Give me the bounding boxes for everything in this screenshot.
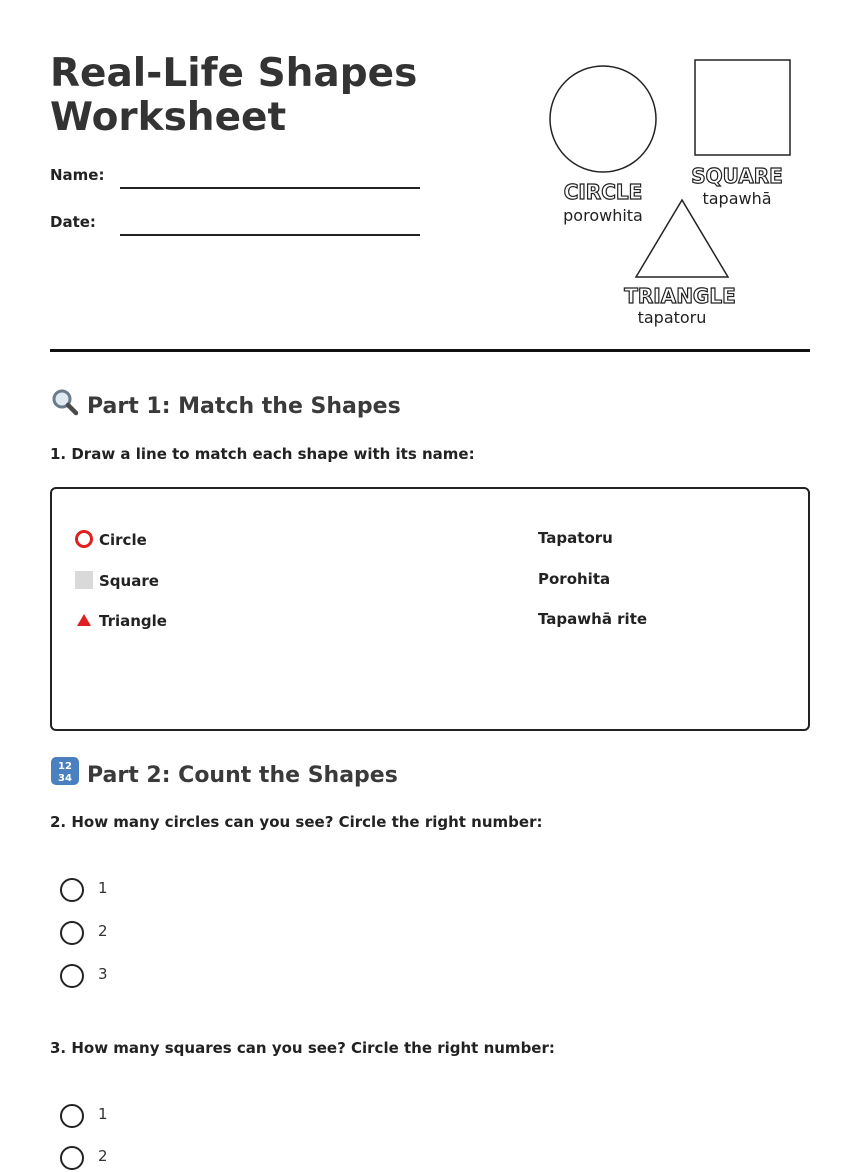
option-label: 2 (98, 922, 108, 940)
match-name-tapatoru[interactable]: Tapatoru (538, 529, 613, 547)
triangle-word: TRIANGLE (624, 284, 736, 308)
option-label: 1 (98, 1105, 108, 1123)
svg-text:34: 34 (58, 773, 72, 784)
title-line-1: Real-Life Shapes (50, 51, 418, 96)
name-field[interactable] (50, 166, 420, 196)
name-write-line[interactable] (120, 187, 420, 189)
radio-circle[interactable] (60, 1146, 84, 1170)
match-left-label: Square (99, 572, 159, 590)
radio-circle[interactable] (60, 1104, 84, 1128)
date-field[interactable] (50, 213, 420, 243)
match-name-tapawha-rite[interactable]: Tapawhā rite (538, 610, 648, 628)
radio-circle[interactable] (60, 921, 84, 945)
square-maori-word: tapawhā (702, 189, 772, 208)
question-3: 3. How many squares can you see? Circle the right number: (50, 1039, 555, 1057)
triangle-maori-word: tapatoru (637, 308, 707, 327)
square-word: SQUARE (691, 164, 783, 188)
part2-title: Part 2: Count the Shapes (87, 763, 398, 788)
matching-box[interactable] (50, 487, 810, 731)
radio-circle[interactable] (60, 964, 84, 988)
magnifying-glass-icon (50, 388, 80, 425)
circle-maori-word: porowhita (563, 206, 643, 225)
option-label: 2 (98, 1147, 108, 1165)
header-divider (50, 349, 810, 352)
red-circle-icon (74, 529, 94, 549)
worksheet-title (50, 52, 470, 140)
match-item-circle[interactable] (74, 529, 147, 549)
svg-text:12: 12 (58, 761, 72, 772)
date-write-line[interactable] (120, 234, 420, 236)
red-triangle-icon (74, 610, 94, 630)
match-left-label: Triangle (99, 612, 167, 630)
option-label: 1 (98, 879, 108, 897)
match-item-triangle[interactable] (74, 610, 167, 630)
match-item-square[interactable] (74, 570, 159, 590)
part1-heading (50, 388, 401, 425)
part1-title: Part 1: Match the Shapes (87, 394, 401, 419)
circle-shape (550, 66, 656, 172)
square-shape (695, 60, 790, 155)
question-2: 2. How many circles can you see? Circle the right number: (50, 813, 543, 831)
name-label: Name: (50, 166, 105, 184)
shapes-illustration (540, 52, 810, 337)
part2-heading (50, 757, 398, 794)
title-line-2: Worksheet (50, 95, 287, 140)
circle-word: CIRCLE (563, 180, 643, 204)
option-label: 3 (98, 965, 108, 983)
match-left-label: Circle (99, 531, 147, 549)
numbers-1234-icon (50, 757, 80, 794)
match-name-porohita[interactable]: Porohita (538, 570, 611, 588)
worksheet-page (50, 0, 810, 1165)
question-1: 1. Draw a line to match each shape with its name: (50, 445, 475, 463)
date-label: Date: (50, 213, 96, 231)
grey-square-icon (74, 570, 94, 590)
radio-circle[interactable] (60, 878, 84, 902)
